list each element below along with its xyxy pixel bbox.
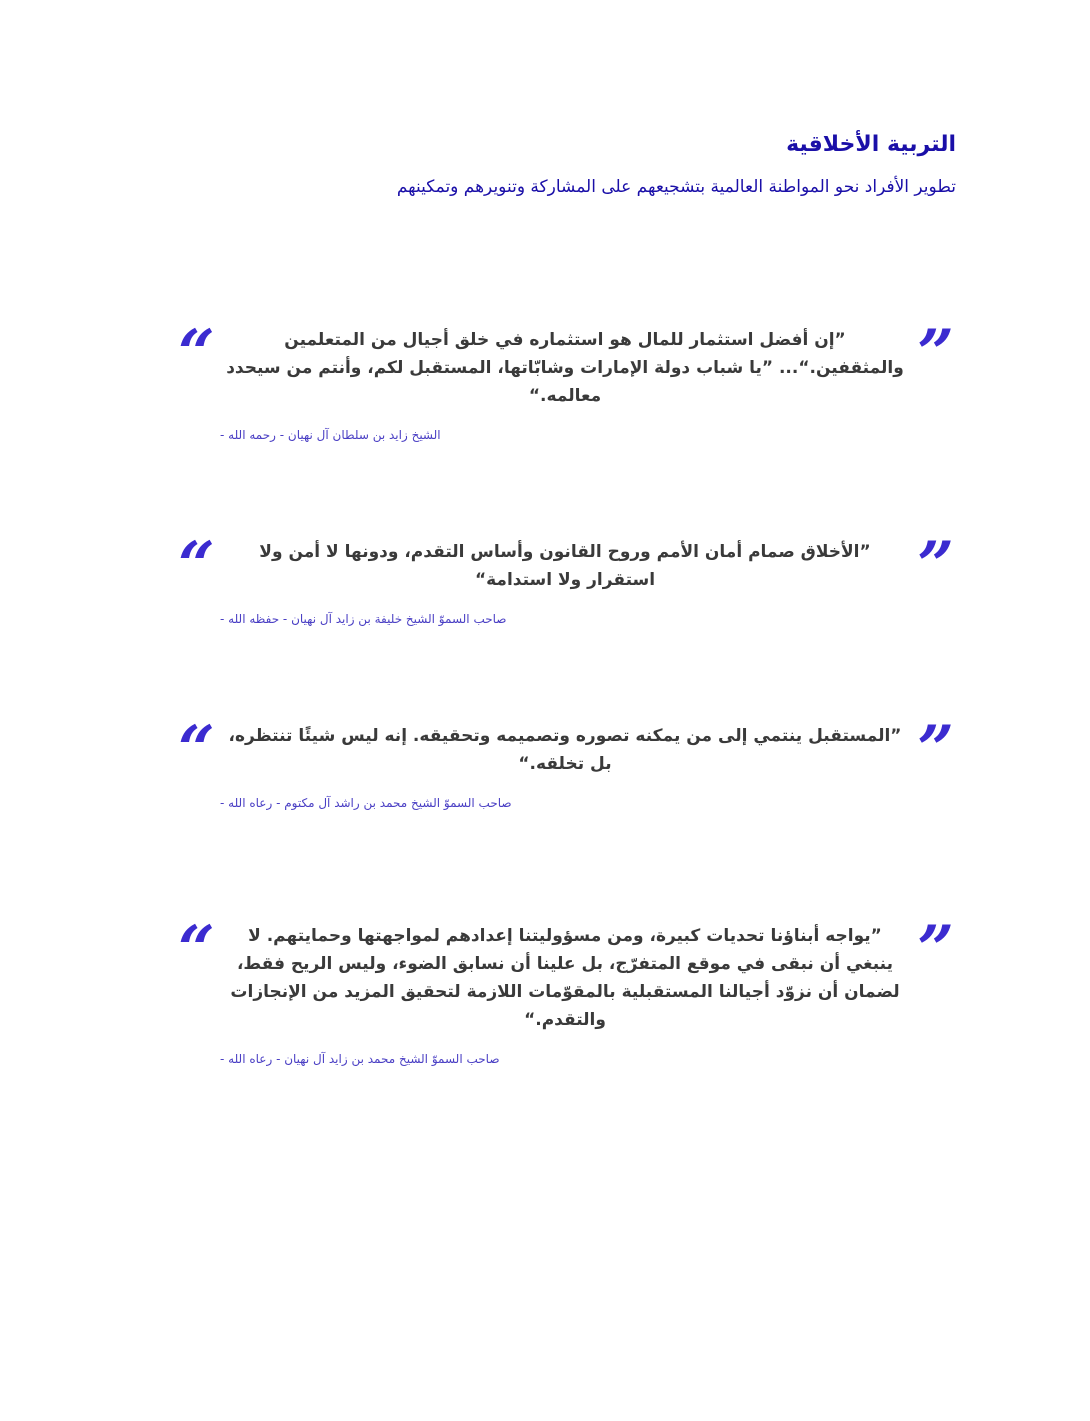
quote-block	[178, 712, 954, 810]
quote-text: ”المستقبل ينتمي إلى من يمكنه تصوره وتصميمه وتحقيقه. إنه ليس شيئًا تنتظره، بل تخلقه.“	[228, 726, 902, 774]
open-quote-icon: ”	[917, 528, 954, 603]
quote-block	[178, 528, 954, 626]
page-title: التربية الأخلاقية	[786, 132, 956, 157]
quote-author: صاحب السموّ الشيخ محمد بن زايد آل نهيان - رعاه الله -	[220, 1052, 500, 1066]
close-quote-icon: “	[178, 528, 215, 603]
quote-text: ”يواجه أبناؤنا تحديات كبيرة، ومن مسؤوليتنا إعدادهم لمواجهتها وحمايتهم. لا ينبغي أن نبقى في موقع المتفرّج، بل علينا أن نسابق الضوء، وليس الريح فقط، لضمان أن نزوّد أجيالنا المستقبلية بالمقوّمات اللازمة لتحقيق المزيد من الإنجازات والتقدم.“	[230, 926, 900, 1030]
open-quote-icon: ”	[917, 712, 954, 787]
quote-block	[178, 316, 954, 442]
quote-author: صاحب السموّ الشيخ محمد بن راشد آل مكتوم - رعاه الله -	[220, 796, 512, 810]
quote-block	[178, 912, 954, 1066]
quote-text: ”إن أفضل استثمار للمال هو استثماره في خلق أجيال من المتعلمين والمثقفين.“... ”يا شباب دولة الإمارات وشابّاتها، المستقبل لكم، وأنتم من سيحدد معالمه.“	[226, 330, 904, 406]
close-quote-icon: “	[178, 712, 215, 787]
page-header	[156, 128, 956, 200]
page-subtitle: تطوير الأفراد نحو المواطنة العالمية بتشجيعهم على المشاركة وتنويرهم وتمكينهم	[396, 177, 956, 197]
open-quote-icon: ”	[917, 316, 954, 391]
quote-text: ”الأخلاق صمام أمان الأمم وروح القانون وأساس التقدم، ودونها لا أمن ولا استقرار ولا استدامة“	[259, 542, 871, 590]
close-quote-icon: “	[178, 912, 215, 987]
quote-author: الشيخ زايد بن سلطان آل نهيان - رحمه الله -	[220, 428, 441, 442]
quote-author: صاحب السموّ الشيخ خليفة بن زايد آل نهيان - حفظه الله -	[220, 612, 507, 626]
close-quote-icon: “	[178, 316, 215, 391]
open-quote-icon: ”	[917, 912, 954, 987]
